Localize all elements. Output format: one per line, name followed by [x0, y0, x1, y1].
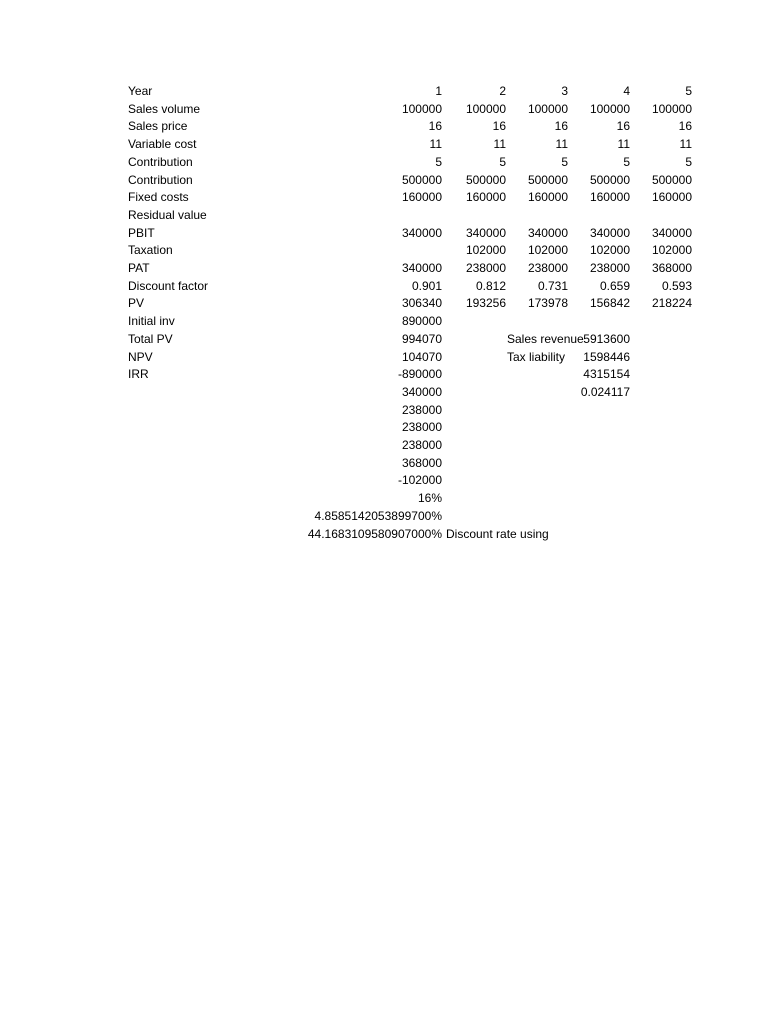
table-cell: 4 — [623, 84, 630, 98]
table-cell: 11 — [679, 137, 692, 152]
table-cell: 193256 — [465, 296, 506, 311]
table-cell: 160000 — [651, 190, 692, 205]
side-label: Sales revenue — [507, 331, 584, 346]
irr-cashflow-cell: 16% — [417, 491, 442, 506]
table-cell: 368000 — [651, 261, 692, 275]
table-cell: 1 — [435, 84, 442, 98]
table-cell: 5 — [685, 154, 692, 169]
table-cell: 3 — [561, 84, 568, 98]
table-cell: 173978 — [527, 296, 568, 311]
row-label: NPV — [128, 349, 153, 364]
table-cell: 102000 — [651, 243, 692, 258]
row-label: IRR — [128, 367, 149, 382]
row-label: Contribution — [128, 154, 193, 169]
row-label: Sales volume — [128, 101, 201, 116]
table-cell: 238000 — [527, 261, 568, 275]
table-cell: 11 — [429, 137, 442, 152]
row-label: Discount factor — [128, 278, 209, 293]
table-cell: 5 — [499, 154, 506, 169]
table-cell: 102000 — [527, 243, 568, 258]
table-cell: 11 — [493, 137, 506, 152]
table-cell: 238000 — [589, 261, 630, 275]
table-cell: 340000 — [401, 225, 442, 240]
table-cell: 5 — [623, 154, 630, 169]
table-cell: 100000 — [651, 101, 692, 116]
table-cell: 102000 — [589, 243, 630, 258]
row-label: PAT — [128, 261, 150, 275]
irr-cashflow-cell: 238000 — [401, 402, 442, 417]
table-cell: 5 — [561, 154, 568, 169]
row-label: Initial inv — [128, 314, 175, 329]
table-cell: 340000 — [465, 225, 506, 240]
table-cell: 340000 — [401, 261, 442, 275]
side-value: 1598446 — [583, 349, 630, 364]
row-label: Sales price — [128, 119, 188, 134]
irr-cashflow-cell: 340000 — [401, 384, 442, 399]
table-cell: 238000 — [465, 261, 506, 275]
table-cell: 890000 — [401, 314, 442, 329]
row-label: Residual value — [128, 207, 207, 222]
table-cell: 160000 — [465, 190, 506, 205]
row-label: Fixed costs — [128, 190, 189, 205]
table-cell: 994070 — [401, 331, 442, 346]
table-cell: 0.812 — [475, 278, 506, 293]
table-cell: 0.593 — [661, 278, 692, 293]
table-cell: 16 — [616, 119, 630, 134]
table-cell: 100000 — [465, 101, 506, 116]
table-cell: 5 — [685, 84, 692, 98]
row-label: Contribution — [128, 172, 193, 187]
table-cell: 500000 — [651, 172, 692, 187]
irr-cashflow-cell: 238000 — [401, 438, 442, 452]
row-label: Variable cost — [128, 137, 197, 152]
table-cell: 500000 — [589, 172, 630, 187]
table-cell: 2 — [499, 84, 506, 98]
table-cell: 0.901 — [411, 278, 442, 293]
table-cell: 0.731 — [537, 278, 568, 293]
table-cell: 16 — [554, 119, 568, 134]
row-label: PV — [128, 296, 145, 311]
side-label: Tax liability — [507, 349, 566, 364]
table-cell: 16 — [428, 119, 442, 134]
row-label: PBIT — [128, 225, 155, 240]
table-cell: 500000 — [401, 172, 442, 187]
table-cell: 100000 — [527, 101, 568, 116]
table-cell: 16 — [678, 119, 692, 134]
long-value-cell: 4.8585142053899700% — [314, 508, 442, 523]
table-cell: -890000 — [397, 367, 442, 382]
side-value: 4315154 — [583, 367, 630, 382]
irr-cashflow-cell: -102000 — [397, 473, 442, 488]
table-cell: 11 — [555, 137, 568, 152]
table-cell: 340000 — [589, 225, 630, 240]
table-cell: 218224 — [651, 296, 692, 311]
table-cell: 340000 — [651, 225, 692, 240]
table-cell: 16 — [492, 119, 506, 134]
table-cell: 104070 — [401, 349, 442, 364]
table-cell: 0.659 — [599, 278, 630, 293]
table-cell: 5 — [435, 154, 442, 169]
row-label: Taxation — [128, 243, 173, 258]
table-cell: 306340 — [401, 296, 442, 311]
irr-cashflow-cell: 238000 — [401, 420, 442, 435]
table-cell: 100000 — [401, 101, 442, 116]
row-label: Year — [128, 84, 153, 98]
table-cell: 11 — [617, 137, 630, 152]
table-cell: 156842 — [589, 296, 630, 311]
table-cell: 500000 — [527, 172, 568, 187]
table-cell: 340000 — [527, 225, 568, 240]
table-cell: 100000 — [589, 101, 630, 116]
table-cell: 160000 — [401, 190, 442, 205]
long-value-cell: 44.1683109580907000% — [307, 526, 442, 541]
irr-cashflow-cell: 368000 — [401, 455, 442, 470]
table-cell: 160000 — [589, 190, 630, 205]
table-cell: 102000 — [465, 243, 506, 258]
side-value: 5913600 — [583, 331, 630, 346]
side-value: 0.024117 — [580, 384, 630, 399]
table-cell: 500000 — [465, 172, 506, 187]
table-cell: 160000 — [527, 190, 568, 205]
note-cell: Discount rate using — [446, 526, 549, 541]
row-label: Total PV — [128, 331, 173, 346]
